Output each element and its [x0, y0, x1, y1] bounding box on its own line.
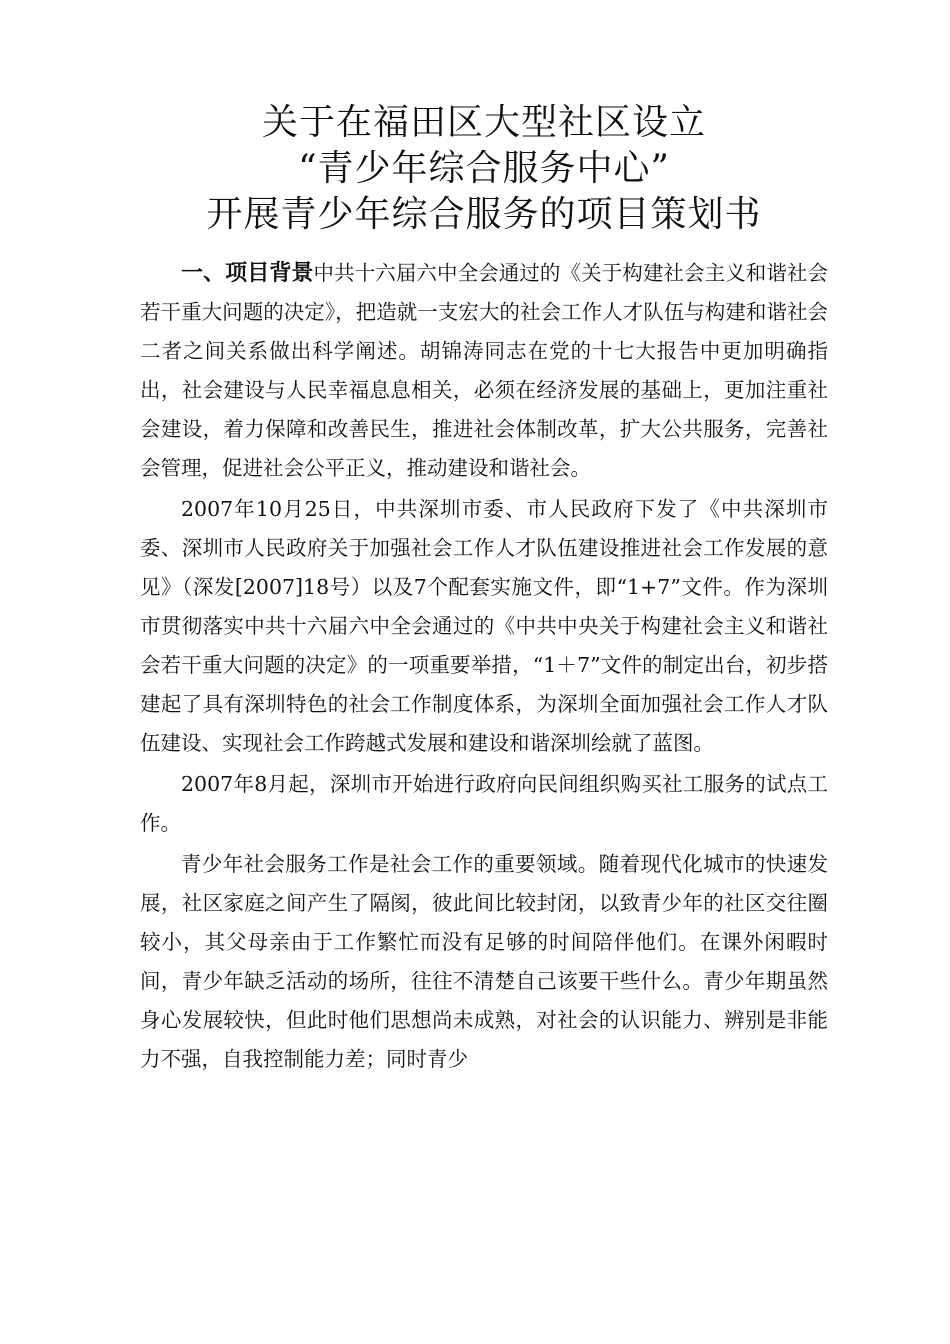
section-heading: 一、项目背景 — [181, 261, 314, 286]
title-line-2: “青少年综合服务中心” — [298, 148, 670, 189]
paragraph-text: 中共十六届六中全会通过的《关于构建社会主义和谐社会若干重大问题的决定》，把造就一支宏大的社会工作人才队伍与构建和谐社会二者之间关系做出科学阐述。胡锦涛同志在党的十七大报告中更加明确指出，社会建设与人民幸福息息相关，必须在经济发展的基础上，更加注重社会建设，着力保障和改善民生，推进社会体制改革，扩大公共服务，完善社会管理，促进社会公平正义，推动建设和谐社会。 — [140, 261, 828, 480]
title-line-1: 关于在福田区大型社区设立 — [261, 102, 706, 143]
document-title — [140, 100, 828, 238]
paragraph-background-2: 2007年10月25日，中共深圳市委、市人民政府下发了《中共深圳市委、深圳市人民政府关于加强社会工作人才队伍建设推进社会工作发展的意见》（深发[2007]18号）以及7个配套实施文件，即“1+7”文件。作为深圳市贯彻落实中共十六届六中全会通过的《中共中央关于构建社会主义和谐社会若干重大问题的决定》的一项重要举措，“1＋7”文件的制定出台，初步搭建起了具有深圳特色的社会工作制度体系，为深圳全面加强社会工作人才队伍建设、实现社会工作跨越式发展和建设和谐深圳绘就了蓝图。 — [140, 497, 828, 755]
paragraph-background-4: 青少年社会服务工作是社会工作的重要领域。随着现代化城市的快速发展，社区家庭之间产生了隔阂，彼此间比较封闭，以致青少年的社区交往圈较小，其父母亲由于工作繁忙而没有足够的时间陪伴他们。在课外闲暇时间，青少年缺乏活动的场所，往往不清楚自己该要干些什么。青少年期虽然身心发展较快，但此时他们思想尚未成熟，对社会的认识能力、辨别是非能力不强，自我控制能力差；同时青少 — [140, 852, 828, 1071]
paragraph-background-3: 2007年8月起，深圳市开始进行政府向民间组织购买社工服务的试点工作。 — [140, 772, 828, 835]
paragraph-background-1 — [140, 254, 828, 488]
title-line-3: 开展青少年综合服务的项目策划书 — [206, 194, 762, 235]
